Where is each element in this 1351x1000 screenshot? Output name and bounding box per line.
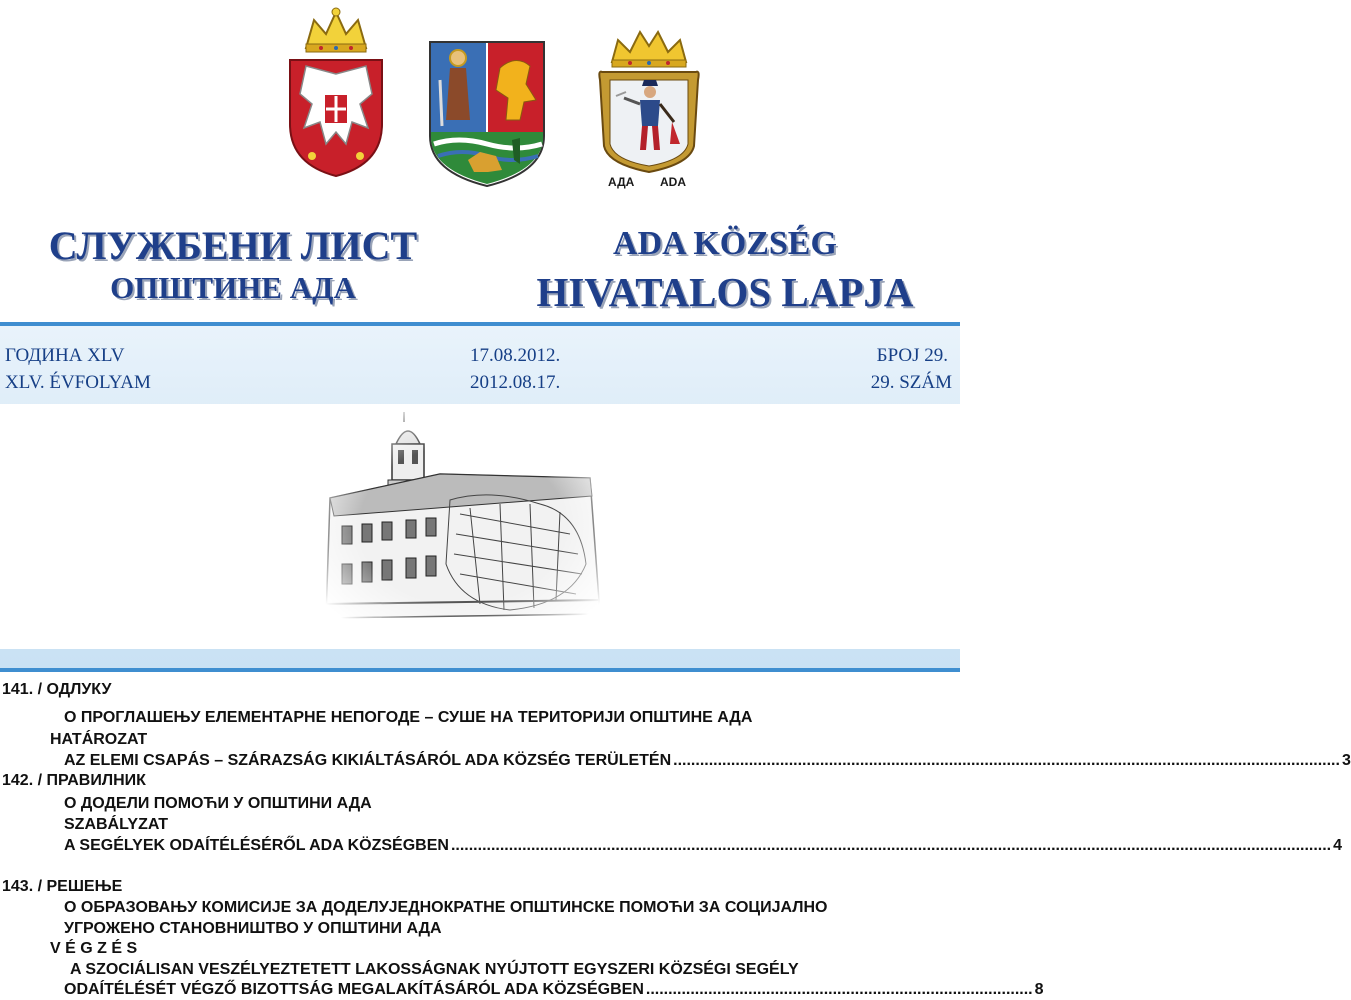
toc-141-entry-hu[interactable] (64, 751, 1351, 771)
toc-142-heading: 142. / ПРАВИЛНИК (2, 772, 146, 789)
toc-142-title-cyr: О ДОДЕЛИ ПОМОЋИ У ОПШТИНИ АДА (64, 795, 372, 812)
issue-number-cyr: БРОЈ 29. (876, 345, 948, 366)
town-hall-sketch (320, 404, 605, 624)
ada-municipality-coat-of-arms (594, 26, 704, 194)
issue-year-cyr: ГОДИНА XLV (5, 345, 125, 366)
toc-141-page: 3 (1341, 752, 1351, 769)
vojvodina-coat-of-arms (428, 40, 546, 188)
toc-141-heading-hu: HATÁROZAT (50, 731, 148, 748)
toc-142-entry-hu[interactable] (64, 836, 1343, 856)
toc-141-title-cyr: О ПРОГЛАШЕЊУ ЕЛЕМЕНТАРНЕ НЕПОГОДЕ – СУШЕ НА ТЕРИТОРИЈИ ОПШТИНЕ АДА (64, 709, 753, 726)
toc-141-heading: 141. / ОДЛУКУ (2, 681, 112, 698)
issue-number-hu: 29. SZÁM (870, 372, 952, 393)
toc-143-entry-hu[interactable] (64, 980, 1044, 1000)
toc-142-page: 4 (1333, 837, 1343, 854)
masthead-title-cyrillic-line1: СЛУЖБЕНИ ЛИСТ (48, 223, 418, 268)
masthead-title-hungarian-line1: ADA KÖZSÉG (613, 225, 837, 262)
toc-143-title-hu-line2: ODAÍTÉLÉSÉT VÉGZŐ BIZOTTSÁG MEGALAKÍTÁSÁRÓL ADA KÖZSÉGBEN (64, 981, 644, 998)
toc-142-heading-hu: SZABÁLYZAT (64, 816, 168, 833)
svg-text:ADA: ADA (660, 175, 686, 189)
toc-143-page: 8 (1034, 981, 1044, 998)
toc-143-title-hu-line1: A SZOCIÁLISAN VESZÉLYEZTETETT LAKOSSÁGNAK NYÚJTOTT EGYSZERI KÖZSÉGI SEGÉLY (70, 961, 799, 978)
toc-142-title-hu: A SEGÉLYEK ODAÍTÉLÉSÉRŐL ADA KÖZSÉGBEN (64, 837, 449, 854)
masthead-title-hungarian (500, 224, 950, 316)
svg-text:АДА: АДА (608, 175, 635, 189)
masthead-title-cyrillic-line2: ОПШТИНЕ АДА (110, 270, 356, 305)
toc-143-title-cyr-line1: О ОБРАЗОВАЊУ КОМИСИЈЕ ЗА ДОДЕЛУЈЕДНОКРАТНЕ ОПШТИНСКЕ ПОМОЋИ ЗА СОЦИЈАЛНО (64, 899, 828, 916)
issue-date-hu: 2012.08.17. (470, 372, 561, 393)
toc-143-leader-dots: ....................................................................................... (645, 981, 1033, 998)
toc-143-title-cyr-line2: УГРОЖЕНО СТАНОВНИШТВО У ОПШТИНИ АДА (64, 920, 442, 937)
toc-143-heading: 143. / РЕШЕЊЕ (2, 878, 123, 895)
toc-143-heading-hu: V É G Z É S (50, 940, 138, 957)
masthead-title-cyrillic (18, 224, 448, 306)
issue-date-cyr: 17.08.2012. (470, 345, 561, 366)
issue-year-hu: XLV. ÉVFOLYAM (5, 372, 151, 393)
toc-141-leader-dots: ...................................................................................................................................................... (673, 752, 1340, 769)
serbia-coat-of-arms (286, 4, 386, 182)
toc-141-title-hu: AZ ELEMI CSAPÁS – SZÁRAZSÁG KIKIÁLTÁSÁRÓL ADA KÖZSÉG TERÜLETÉN (64, 752, 672, 769)
toc-142-leader-dots: ...................................................................................................................................................................................................... (450, 837, 1332, 854)
masthead-title-hungarian-line2: HIVATALOS LAPJA (536, 269, 914, 315)
